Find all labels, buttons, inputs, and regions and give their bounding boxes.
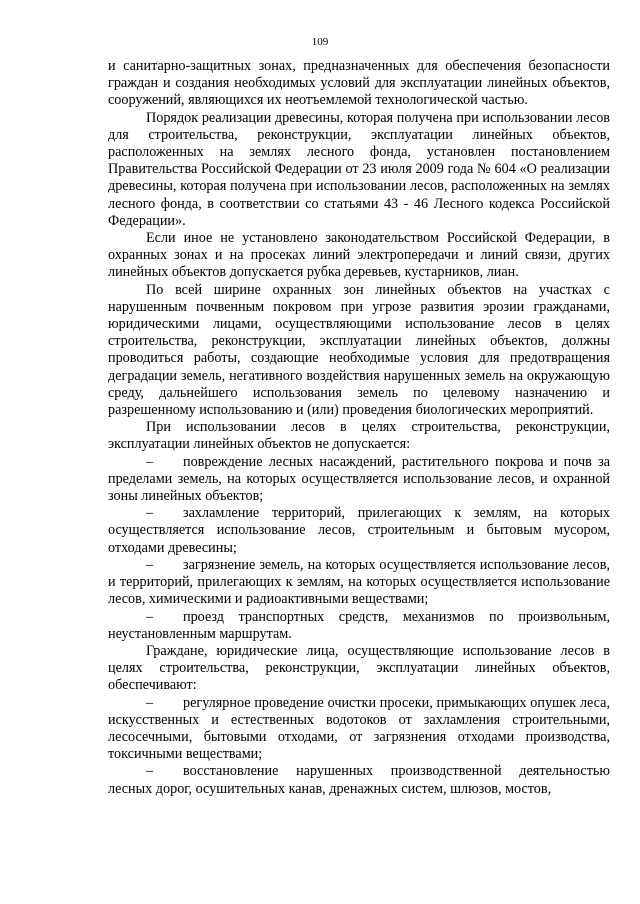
list-item-text: захламление территорий, прилегающих к землям, на которых осуществляется использование лесов, строительным и бытовым мусором, отходами древесины; — [108, 505, 610, 556]
dash-marker: – — [146, 556, 154, 573]
dash-marker: – — [146, 608, 154, 625]
paragraph: Если иное не установлено законодательством Российской Федерации, в охранных зонах и на просеках линий электропередачи и линий связи, других линейных объектов допускается рубка деревьев, кустарников, лиан. — [108, 230, 610, 281]
list-item — [108, 695, 610, 764]
list-item-text: проезд транспортных средств, механизмов по произвольным, неустановленным маршрутам. — [108, 608, 610, 642]
dash-marker: – — [146, 453, 154, 470]
list-item — [108, 557, 610, 609]
list-item-text: регулярное проведение очистки просеки, примыкающих опушек леса, искусственных и естественных водотоков от захламления строительными, лесосечными, бытовыми отходами, от загрязнения отходами производства, токсичными веществами; — [108, 694, 610, 763]
paragraph: и санитарно-защитных зонах, предназначенных для обеспечения безопасности граждан и создания необходимых условий для эксплуатации линейных объектов, сооружений, являющихся их неотъемлемой технологической частью. — [108, 58, 610, 109]
dash-marker: – — [146, 763, 154, 780]
list-item — [108, 454, 610, 506]
list-item-text: загрязнение земель, на которых осуществляется использование лесов, и территорий, прилегающих к землям, на которых осуществляется использование лесов, химическими и радиоактивными веществами; — [108, 556, 610, 608]
paragraph: Граждане, юридические лица, осуществляющие использование лесов в целях строительства, реконструкции, эксплуатации линейных объектов, обеспечивают: — [108, 642, 610, 694]
document-body — [108, 58, 610, 798]
paragraph: Порядок реализации древесины, которая получена при использовании лесов для строительства, реконструкции, эксплуатации линейных объектов, расположенных на землях лесного фонда, установлен постановлением Правительства Российской Федерации от 23 июля 2009 года № 604 «О реализации древесины, которая получена при использовании лесов, расположенных на землях лесного фонда, в соответствии со статьями 43 - 46 Лесного кодекса Российской Федерации». — [108, 109, 610, 229]
list-item-text: повреждение лесных насаждений, растительного покрова и почв за пределами земель, на которых осуществляется использование лесов, и охранной зоны линейных объектов; — [108, 453, 610, 505]
list-item — [108, 609, 610, 643]
page-number: 109 — [311, 36, 329, 48]
paragraph: При использовании лесов в целях строительства, реконструкции, эксплуатации линейных объектов не допускается: — [108, 419, 610, 453]
list-item-text: восстановление нарушенных производственной деятельностью лесных дорог, осушительных канав, дренажных систем, шлюзов, мостов, — [108, 763, 610, 797]
dash-marker: – — [146, 694, 154, 711]
dash-marker: – — [146, 505, 154, 522]
paragraph: По всей ширине охранных зон линейных объектов на участках с нарушенным почвенным покровом при угрозе развития эрозии гражданами, юридическими лицами, осуществляющими использование лесов в целях строительства, реконструкции, эксплуатации линейных объектов, должны проводиться работы, создающие необходимые условия для предотвращения деградации земель, негативного воздействия нарушенных земель на окружающую среду, дальнейшего использования земель по целевому назначению и разрешенному использованию и (или) проведения биологических мероприятий. — [108, 281, 610, 419]
list-item — [108, 505, 610, 557]
list-item — [108, 763, 610, 797]
